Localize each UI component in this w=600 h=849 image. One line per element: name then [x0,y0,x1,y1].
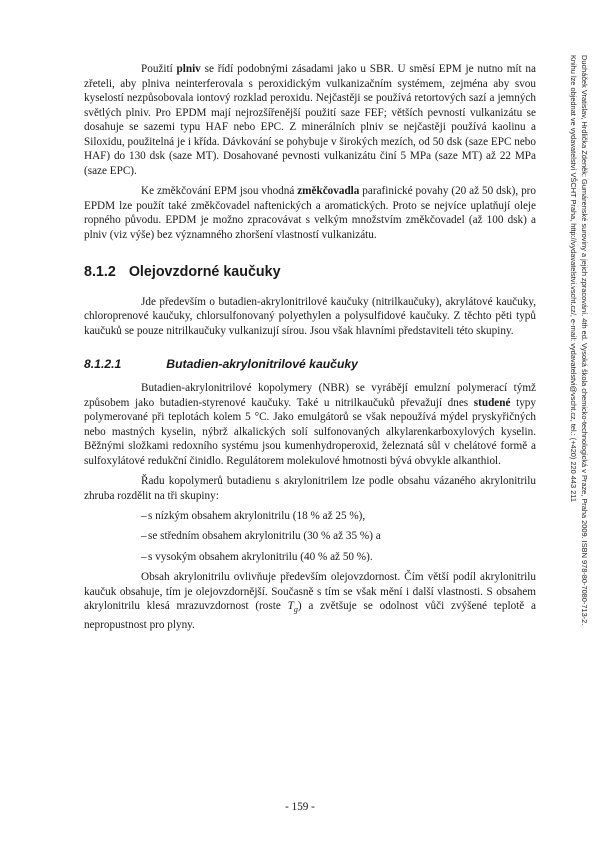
list-item: – s nízkým obsahem akrylonitrilu (18 % až 25 %), [141,509,366,522]
section-number: 8.1.2 [84,263,116,280]
copyright-sidebar [559,55,589,745]
paragraph-oil-resistance: Obsah akrylonitrilu ovlivňuje především olejovzdornost. Čím větší podíl akrylonitrilu kaučuk obsahuje, tím je olejovzdornější. Současně s tím se však mění i další vlastnosti. S obsahem akrylonitrilu klesá mrazuvzdornost (roste $T_g$) a zvětšuje se odolnost vůči zvýšené teplotě a nepropustnost pro plyny. [84,571,536,632]
list-item: – s vysokým obsahem akrylonitrilu (40 % až 50 %). [141,550,373,563]
dash-bullet: – [141,509,147,522]
subsection-heading [84,357,536,371]
dash-bullet: – [141,530,147,543]
acrylonitrile-groups-list [84,509,536,565]
paragraph-fillers: Použití plniv se řídí podobnými zásadami jako u SBR. U směsí EPM je nutno mít na zřeteli, aby plniva neinterferovala s peroxidickým vulkanizačním systémem, zejména aby svou kyselostí nezpůsobovala iontový rozklad peroxidu. Nejčastěji se používá retortových sazí a jemných světlých plniv. Pro EPDM mají nejrozšířenější použití saze FEF; větších pevností vulkanizátu se dosahuje se sazemi typu HAF nebo EPC. Z minerálních plniv se nejčastěji používá kaolinu a Siloxidu, použitelná je i křída. Dávkování se pohybuje v širokých mezích, od 50 dsk (saze EPC nebo HAF) do 130 dsk (saze MT). Dosahované pevnosti vulkanizátu činí 5 MPa (saze MT) až 22 MPa (saze EPC). [84,63,536,177]
term-plasticizers: změkčovadla [297,185,360,198]
sidebar-order-info: Knihu lze objednat ve vydavatelství VŠCHT Praha, http://vydavatelstvi.vscht.cz/, e-mail: vydavatelstvi@vscht.cz, tel.: (+420) 220 443 211 [569,55,579,502]
paragraph-groups: Řadu kopolymerů butadienu s akrylonitrilem lze podle obsahu vázaného akrylonitrilu zhruba rozdělit na tři skupiny: [84,475,536,503]
page-content [84,62,536,633]
term-cold: studené [473,396,511,409]
dash-bullet: – [141,550,147,563]
paragraph-nbr: Butadien-akrylonitrilové kopolymery (NBR) se vyrábějí emulzní polymerací týmž způsobem jako butadien-styrenové kaučuky. Také u nitrilkaučuků převažují dnes studené typy polymerované při teplotách kolem 5 °C. Jako emulgátorů se však nepoužívá mýdel pryskyřičných nebo mastných kyselin, nýbrž alkalických solí sulfonovaných alkylarenkarboxylových kyselin. Běžnými složkami redoxního systému jsou kumenhydroperoxid, železnatá sůl v chelátové formě a sulfoxylátové redukční činidlo. Regulátorem molekulové hmotnosti bývá obvykle alkanthiol. [84,382,536,467]
list-item: – se středním obsahem akrylonitrilu (30 % až 35 %) a [141,530,381,543]
section-heading [84,264,536,280]
term-fillers: plniv [176,63,201,75]
sidebar-citation: Ducháček Vratislav, Hrdlička Zdeněk: Gumárenské suroviny a jejich zpracování. 4th ed. Vysoká škola chemicko-technologická v Praze, Praha 2009. ISBN 978-80-7080-713-2. [580,55,589,626]
subsection-number: 8.1.2.1 [84,357,122,372]
page-number: - 159 - [285,801,315,813]
paragraph-oil-resistant-intro: Jde především o butadien-akrylonitrilové kaučuky (nitrilkaučuky), akrylátové kaučuky, chloroprenové kaučuky, chlorsulfonovaný polyethylen a polysulfidové kaučuky. Z těchto pěti typů kaučuků se pouze nitrilkaučuky vulkanizují sírou. Jsou však hlavními představiteli této skupiny. [84,295,536,337]
glass-transition-symbol: $T_g$ [287,600,298,615]
section-title: Olejovzdorné kaučuky [128,263,281,280]
paragraph-plasticizers: Ke změkčování EPM jsou vhodná změkčovadla parafinické povahy (20 až 50 dsk), pro EPDM lze použít také změkčovadel naftenických a aromatických. Proto se nejvíce uplatňují oleje ropného původu. EPDM je možno zpracovávat s velkým množstvím změkčovadel (až 100 dsk) a plniv (viz výše) bez významného zhoršení vlastností vulkanizátu. [84,185,536,242]
subsection-title: Butadien-akrylonitrilové kaučuky [166,357,358,372]
